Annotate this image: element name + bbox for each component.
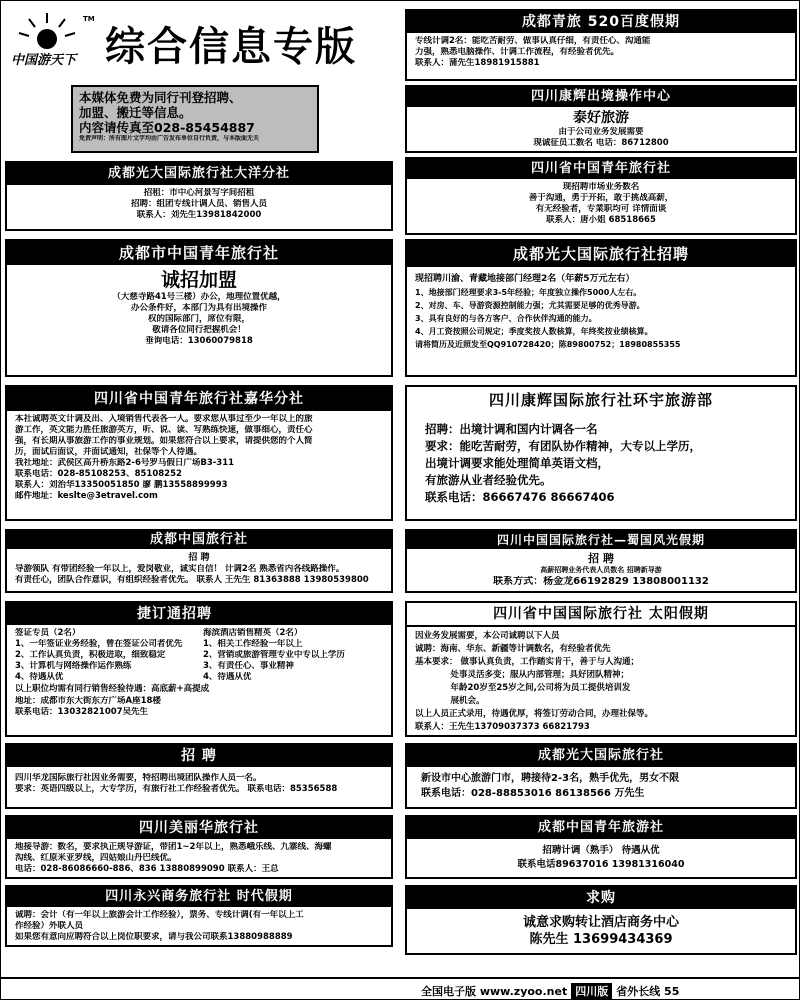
ad-wanted	[405, 885, 797, 955]
ad-title: 捷订通招聘	[7, 603, 391, 625]
ad-title: 招 聘	[7, 745, 391, 767]
ad-line: 招聘：组团专线计调人员、销售人员	[130, 199, 267, 209]
ad-line: 游工作，英文能力胜任旅游英方，听、说、读、写熟练快速，做事细心，责任心	[15, 425, 313, 435]
ad-qinglv-520	[405, 9, 797, 81]
ad-line: 以上人员正式录用，待遇优厚，将签订劳动合同，办理社保等。	[415, 709, 654, 719]
footer-page: 省外长线 55	[616, 985, 680, 998]
ad-line: 要求：能吃苦耐劳，有团队协作精神，大专以上学历，	[425, 439, 701, 453]
ad-kanghui-huanyu	[405, 385, 797, 521]
ad-line: 联系人：唐小姐 68518665	[546, 215, 656, 225]
ad-title: 四川永兴商务旅行社 时代假期	[7, 887, 391, 907]
ad-line: 有无经验者，专業职均可 详情面谈	[535, 204, 667, 214]
ad-title: 成都中国青年旅游社	[407, 817, 795, 839]
publication-logo	[7, 9, 99, 71]
ad-line: 要求：英语四级以上，大专学历，有旅行社工作经验者优先。 联系电话：85356588	[15, 784, 338, 794]
ad-cyts-sichuan	[405, 157, 797, 235]
ad-title: 成都光大国际旅行社	[407, 745, 795, 767]
ad-line: 权的国际部门，席位有限，	[147, 314, 250, 324]
ad-line: 招租：市中心河景写字间招租	[143, 188, 255, 198]
ad-line: 垂询电话：13060079818	[145, 336, 253, 346]
ad-line: 邮件地址：keslte@3etravel.com	[15, 491, 158, 501]
ad-hualong	[5, 743, 393, 809]
disclaimer: 免责声明：所有图片文字均由广告发布单位自行负责，与本版面无关	[79, 135, 260, 142]
ad-title: 成都光大国际旅行社招聘	[407, 241, 795, 267]
ad-title: 成都市中国青年旅行社	[7, 241, 391, 265]
logo-text: 中国游天下	[11, 53, 77, 68]
ad-line: 出境计调要求能处理简单英语文档，	[425, 456, 609, 470]
ad-title: 四川康辉出境操作中心	[407, 87, 795, 107]
ad-line: 4、月工资按照公司规定；季度奖按人数核算，年终奖按业绩核算。	[415, 327, 653, 336]
ad-subtitle: 招 聘	[188, 553, 210, 563]
ad-title: 四川美丽华旅行社	[7, 817, 391, 839]
page-title: 综合信息专版	[105, 23, 357, 70]
ad-line: 联系人：刘先生13981842000	[136, 210, 262, 220]
ad-guangda-dayang	[5, 161, 393, 231]
free-notice-box	[71, 85, 319, 153]
ad-line: 联系电话89637016 13981316040	[517, 859, 685, 870]
ad-cyts-chengdu	[5, 239, 393, 377]
ad-title: 四川中国国际旅行社—蜀国风光假期	[407, 531, 795, 549]
ad-line: 1、地接部门经理要求3-5年经验；年度独立操作5000人左右。	[415, 288, 642, 297]
ad-line: 历，面试后面议，并面试通知，社保等个人待遇。	[15, 447, 203, 457]
ad-line: 现招聘川渝、青藏地接部门经理2名（年薪5万元左右）	[415, 274, 635, 284]
ad-line: 四川华龙国际旅行社因业务需要，特招聘出境团队操作人员一名。	[15, 773, 262, 783]
notice-line: 加盟、搬迁等信息。	[79, 105, 192, 120]
ad-line: 联系方式：杨金龙66192829 13808001132	[493, 575, 709, 587]
footer-rule	[1, 977, 800, 979]
ad-line: 海滨酒店销售精英（2名）	[203, 628, 303, 638]
ad-meilihua	[5, 815, 393, 879]
ad-line: 4、待遇从优	[15, 672, 64, 682]
ad-line: 3、有责任心、事业精神	[203, 661, 294, 671]
ad-headline: 泰好旅游	[573, 110, 629, 126]
ad-line: 1、相关工作经验一年以上	[203, 639, 303, 649]
ad-line: 沟线、红原米亚罗线，四姑娘山丹巴线优。	[15, 853, 177, 863]
ad-line: 如果您有意向应聘符合以上岗位职要求，请与我公司联系13880988889	[15, 932, 293, 942]
ad-cits-taiyang	[405, 601, 797, 737]
page-footer	[421, 983, 679, 999]
ad-title: 四川省中国青年旅行社嘉华分社	[7, 387, 391, 411]
ad-title: 四川省中国青年旅行社	[407, 159, 795, 179]
ad-line: 善于沟通，勇于开拓，敢于挑战高薪，	[528, 193, 674, 203]
ad-guangda-recruit	[405, 239, 797, 377]
ad-cyts-chengdu-2	[405, 815, 797, 879]
ad-line: 联系人：蒲先生18981915881	[415, 58, 540, 68]
ad-line: 联系电话：13032821007吴先生	[15, 707, 149, 717]
ad-line: 现招聘市场业务数名	[562, 182, 640, 192]
ad-line: 请将简历及近照发至QQ910728420；陈89800752；18980855355	[415, 340, 681, 349]
ad-cyts-jiahua	[5, 385, 393, 521]
ad-line: 强，有长期从事旅游工作的事业规划。如果您符合以上要求，请提供您的个人简	[15, 436, 313, 446]
ad-line: 诚意求购转让酒店商务中心	[522, 915, 679, 930]
notice-line: 本媒体免费为同行刊登招聘、	[79, 90, 242, 105]
ad-line: 作经验）外联人员	[15, 921, 84, 931]
ad-cits-chengdu	[5, 529, 393, 593]
ad-line: 展机会。	[415, 696, 485, 706]
ad-title: 成都青旅 520百度假期	[407, 11, 795, 33]
ad-title: 成都中国旅行社	[7, 531, 391, 549]
ad-line: 联系电话：028-88853016 86138566 万先生	[421, 788, 645, 799]
ad-line: 导游领队 有带团经验一年以上，爱岗敬业，诚实自信！ 计调2名 熟悉省内各线路操作。	[15, 564, 345, 574]
ad-line: 3、具有良好的与各方客户、合作伙伴沟通的能力。	[415, 314, 597, 323]
ad-line: 有旅游从业者经验优先。	[425, 473, 552, 487]
ad-line: 签证专员（2名）	[15, 628, 81, 638]
notice-line: 内容请传真至028-85454887	[79, 120, 255, 135]
ad-line: 4、待遇从优	[203, 672, 252, 682]
ad-line: 我社地址：武侯区高升桥东路2-6号罗马假日广场B3-311	[15, 458, 235, 468]
ad-line: 陈先生 13699434369	[529, 932, 673, 947]
ad-line: 2、工作认真负责，积极进取，细致稳定	[15, 650, 166, 660]
ad-line: 联系电话：028-85108253、85108252	[15, 469, 182, 479]
ad-line: 力强，熟悉电脑操作、计调工作流程，有经验者优先。	[415, 47, 620, 57]
ad-line: 地接导游：数名，要求执正规导游证，带团1~2年以上，熟悉峨乐线、九寨线、海螺	[15, 842, 332, 852]
ad-line: 联系电话：86667476 86667406	[425, 490, 615, 504]
ad-line: 招聘：出境计调和国内计调各一名	[425, 422, 598, 436]
ad-line: 1、一年签证业务经验，曾在签证公司者优先	[15, 639, 183, 649]
ad-line: 处事灵活多变；服从内部管理；具好团队精神；	[415, 670, 630, 680]
ad-line: 联系人：刘治华13350051850 廖 鹏13558899993	[15, 480, 228, 490]
ad-headline: 诚招加盟	[160, 269, 237, 291]
ad-line: 3、计算机与网络操作运作熟练	[15, 661, 132, 671]
ad-line: 有责任心，团队合作意识，有组织经验者优先。 联系人 王先生 81363888 13980539800	[15, 575, 369, 585]
ad-yongxing	[5, 885, 393, 947]
ad-title: 四川省中国国际旅行社 太阳假期	[407, 603, 795, 627]
ad-line: 基本要求： 做事认真负责，工作踏实肯干，善于与人沟通；	[415, 657, 639, 667]
ad-line: 以上职位均需有同行销售经验待遇：高底薪+高提成	[15, 684, 210, 694]
ad-line: 诚聘：会计（有一年以上旅游会计工作经验），票务、专线计调(有一年以上工	[15, 910, 304, 920]
ad-line: 地址：成都市东大街东方广场A座18楼	[15, 696, 161, 706]
ad-line: 因业务发展需要，本公司诚聘以下人员	[415, 631, 560, 641]
ad-line: 本社诚聘英文计调及出、入境销售代表各一人。要求您从事过至少一年以上的旅	[15, 414, 313, 424]
ad-line: 2、营销或旅游管理专业中专以上学历	[203, 650, 345, 660]
ad-line: 电话：028-86086660-886、836 13880899090 联系人：王总	[15, 864, 279, 874]
ad-subtitle: 招 聘	[588, 552, 614, 565]
ad-line: 专线计调2名：能吃苦耐劳、做事认真仔细，有责任心、沟通能	[415, 36, 651, 46]
ad-line: 敬请各位同行把握机会！	[152, 325, 246, 335]
footer-site: 全国电子版 www.zyoo.net	[421, 985, 568, 998]
ad-jiedingtong	[5, 601, 393, 737]
ad-line: 现诚征员工数名 电话：86712800	[533, 138, 669, 148]
ad-title: 成都光大国际旅行社大洋分社	[7, 163, 391, 185]
ad-line: 2、对房、车、导游资源控制能力强；尤其需要足够的优秀导游。	[415, 301, 645, 310]
ad-line: 联系人：王先生13709037373 66821793	[415, 722, 590, 732]
ad-title: 求购	[407, 887, 795, 909]
ad-guangda-store	[405, 743, 797, 809]
ad-line: 诚聘：海南、华东、新疆等计调数名，有经验者优先	[415, 644, 611, 654]
edition-tag: 四川版	[571, 983, 612, 999]
ad-kanghui-outbound	[405, 85, 797, 153]
ad-line: 新设市中心旅游门市，聘接待2-3名，熟手优先，男女不限	[421, 773, 680, 784]
ad-line: 由于公司业务发展需要	[558, 127, 644, 137]
ad-line: （大慈寺路41号三楼）办公，地理位置优越，	[112, 292, 286, 302]
ad-title: 四川康辉国际旅行社环宇旅游部	[407, 387, 795, 413]
svg-text:TM: TM	[83, 15, 95, 23]
ad-line: 高薪招聘业务代表人员数名 招聘新导游	[540, 566, 662, 574]
ad-line: 年龄20岁至25岁之间,公司将为员工提供培训发	[415, 683, 631, 693]
ad-line: 办公条件好，本部门为具有出境操作	[130, 303, 267, 313]
ad-cits-shuguo	[405, 529, 797, 593]
ad-line: 招聘计调（熟手） 待遇从优	[542, 845, 660, 856]
